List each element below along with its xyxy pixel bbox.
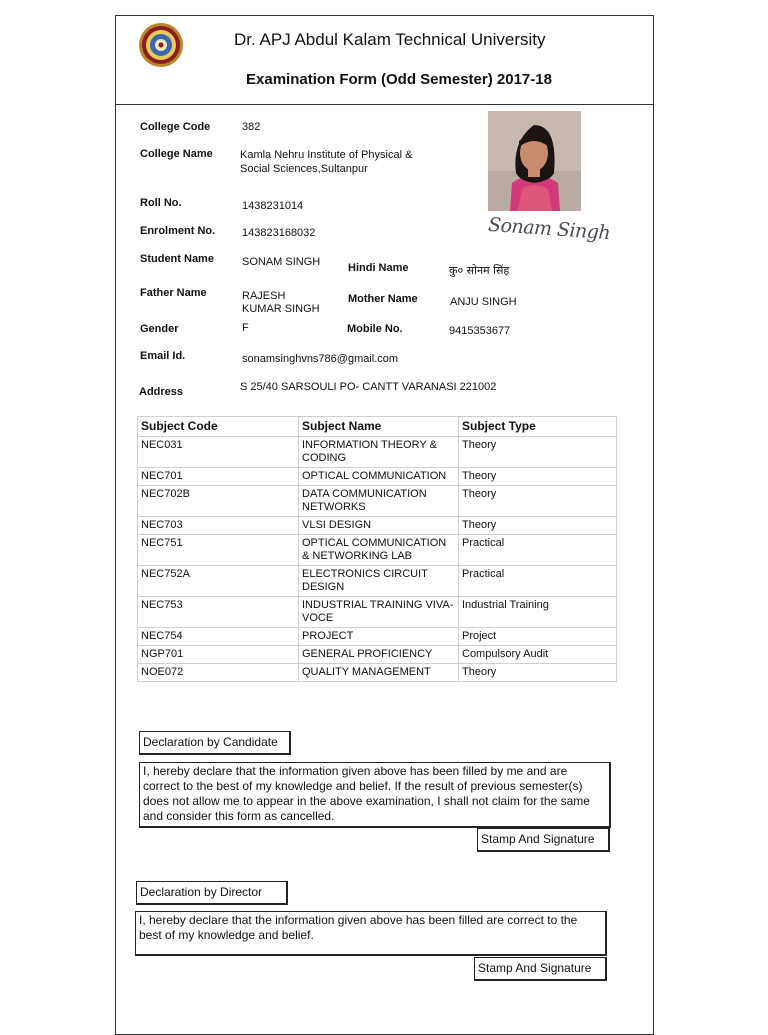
mother-name-label: Mother Name (348, 293, 418, 305)
subject-code-cell: NEC753 (138, 597, 299, 628)
table-row (138, 664, 617, 682)
subject-type-cell: Industrial Training (459, 597, 617, 628)
table-header-row (138, 417, 617, 437)
subject-type-cell: Theory (459, 486, 617, 517)
college-code-value: 382 (242, 121, 261, 133)
table-row (138, 566, 617, 597)
table-row (138, 646, 617, 664)
director-declaration-title: Declaration by Director (136, 881, 288, 905)
subject-code-cell: NEC754 (138, 628, 299, 646)
table-row (138, 628, 617, 646)
candidate-declaration-text: I, hereby declare that the information given above has been filled by me and are correct to the best of my knowledge and belief. If the result of previous semester(s) does not allow me to appear in the above examination, I shall not claim for the same and consider this form as cancelled. (139, 762, 611, 828)
mobile-label: Mobile No. (347, 323, 403, 335)
gender-label: Gender (140, 323, 179, 335)
student-photo (488, 111, 581, 211)
subject-type-cell: Theory (459, 664, 617, 682)
college-name-line2: Social Sciences,Sultanpur (240, 163, 368, 175)
roll-no-label: Roll No. (140, 197, 182, 209)
roll-no-value: 1438231014 (242, 200, 304, 212)
header-subject-name: Subject Name (299, 417, 459, 437)
table-row (138, 468, 617, 486)
form-title: Examination Form (Odd Semester) 2017-18 (246, 71, 552, 88)
subject-type-cell: Theory (459, 517, 617, 535)
table-row (138, 597, 617, 628)
subject-code-cell: NEC031 (138, 437, 299, 468)
student-signature (486, 212, 611, 252)
subject-name-cell: INDUSTRIAL TRAINING VIVA-VOCE (299, 597, 459, 628)
table-row (138, 486, 617, 517)
address-label: Address (139, 386, 184, 398)
candidate-declaration-title: Declaration by Candidate (139, 731, 291, 755)
father-name-line2: KUMAR SINGH (242, 303, 320, 315)
candidate-stamp-signature: Stamp And Signature (477, 828, 610, 852)
subject-type-cell: Project (459, 628, 617, 646)
subject-code-cell: NEC751 (138, 535, 299, 566)
subject-type-cell: Theory (459, 437, 617, 468)
subject-name-cell: VLSI DESIGN (299, 517, 459, 535)
hindi-name-label: Hindi Name (348, 262, 409, 274)
university-logo (138, 22, 184, 68)
subject-type-cell: Compulsory Audit (459, 646, 617, 664)
enrolment-value: 143823168032 (242, 227, 316, 239)
subject-code-cell: NEC701 (138, 468, 299, 486)
gender-value: F (242, 322, 249, 334)
subject-name-cell: QUALITY MANAGEMENT (299, 664, 459, 682)
table-row (138, 535, 617, 566)
email-label: Email Id. (140, 350, 186, 362)
student-name-value: SONAM SINGH (242, 256, 321, 268)
university-title: Dr. APJ Abdul Kalam Technical University (234, 30, 546, 49)
subject-type-cell: Theory (459, 468, 617, 486)
college-name-line1: Kamla Nehru Institute of Physical & (240, 149, 413, 161)
college-name-label: College Name (140, 148, 213, 160)
director-declaration-text: I, hereby declare that the information given above has been filled are correct to the best of my knowledge and belief. (135, 911, 607, 956)
subject-name-cell: GENERAL PROFICIENCY (299, 646, 459, 664)
subject-code-cell: NEC752A (138, 566, 299, 597)
header-subject-code: Subject Code (138, 417, 299, 437)
subject-name-cell: INFORMATION THEORY & CODING (299, 437, 459, 468)
subjects-table (137, 416, 617, 682)
mother-name-value: ANJU SINGH (450, 296, 517, 308)
subject-code-cell: NGP701 (138, 646, 299, 664)
signature-text: Sonam Singh (487, 213, 611, 245)
director-stamp-signature: Stamp And Signature (474, 957, 607, 981)
subject-code-cell: NEC703 (138, 517, 299, 535)
header-divider (115, 104, 654, 105)
student-name-label: Student Name (140, 253, 214, 265)
mobile-value: 9415353677 (449, 325, 511, 337)
father-name-line1: RAJESH (242, 290, 286, 302)
subject-code-cell: NOE072 (138, 664, 299, 682)
father-name-label: Father Name (140, 287, 207, 299)
email-value: sonamsinghvns786@gmail.com (242, 353, 399, 365)
subject-code-cell: NEC702B (138, 486, 299, 517)
subject-name-cell: OPTICAL COMMUNICATION (299, 468, 459, 486)
subject-name-cell: OPTICAL COMMUNICATION & NETWORKING LAB (299, 535, 459, 566)
subject-name-cell: ELECTRONICS CIRCUIT DESIGN (299, 566, 459, 597)
subject-type-cell: Practical (459, 566, 617, 597)
subject-name-cell: PROJECT (299, 628, 459, 646)
address-value: S 25/40 SARSOULI PO- CANTT VARANASI 221002 (240, 381, 497, 393)
table-row (138, 517, 617, 535)
hindi-name-value: कु० सोनम सिंह (449, 264, 510, 277)
college-code-label: College Code (140, 121, 211, 133)
subject-name-cell: DATA COMMUNICATION NETWORKS (299, 486, 459, 517)
header-subject-type: Subject Type (459, 417, 617, 437)
enrolment-label: Enrolment No. (140, 225, 216, 237)
subject-type-cell: Practical (459, 535, 617, 566)
table-row (138, 437, 617, 468)
